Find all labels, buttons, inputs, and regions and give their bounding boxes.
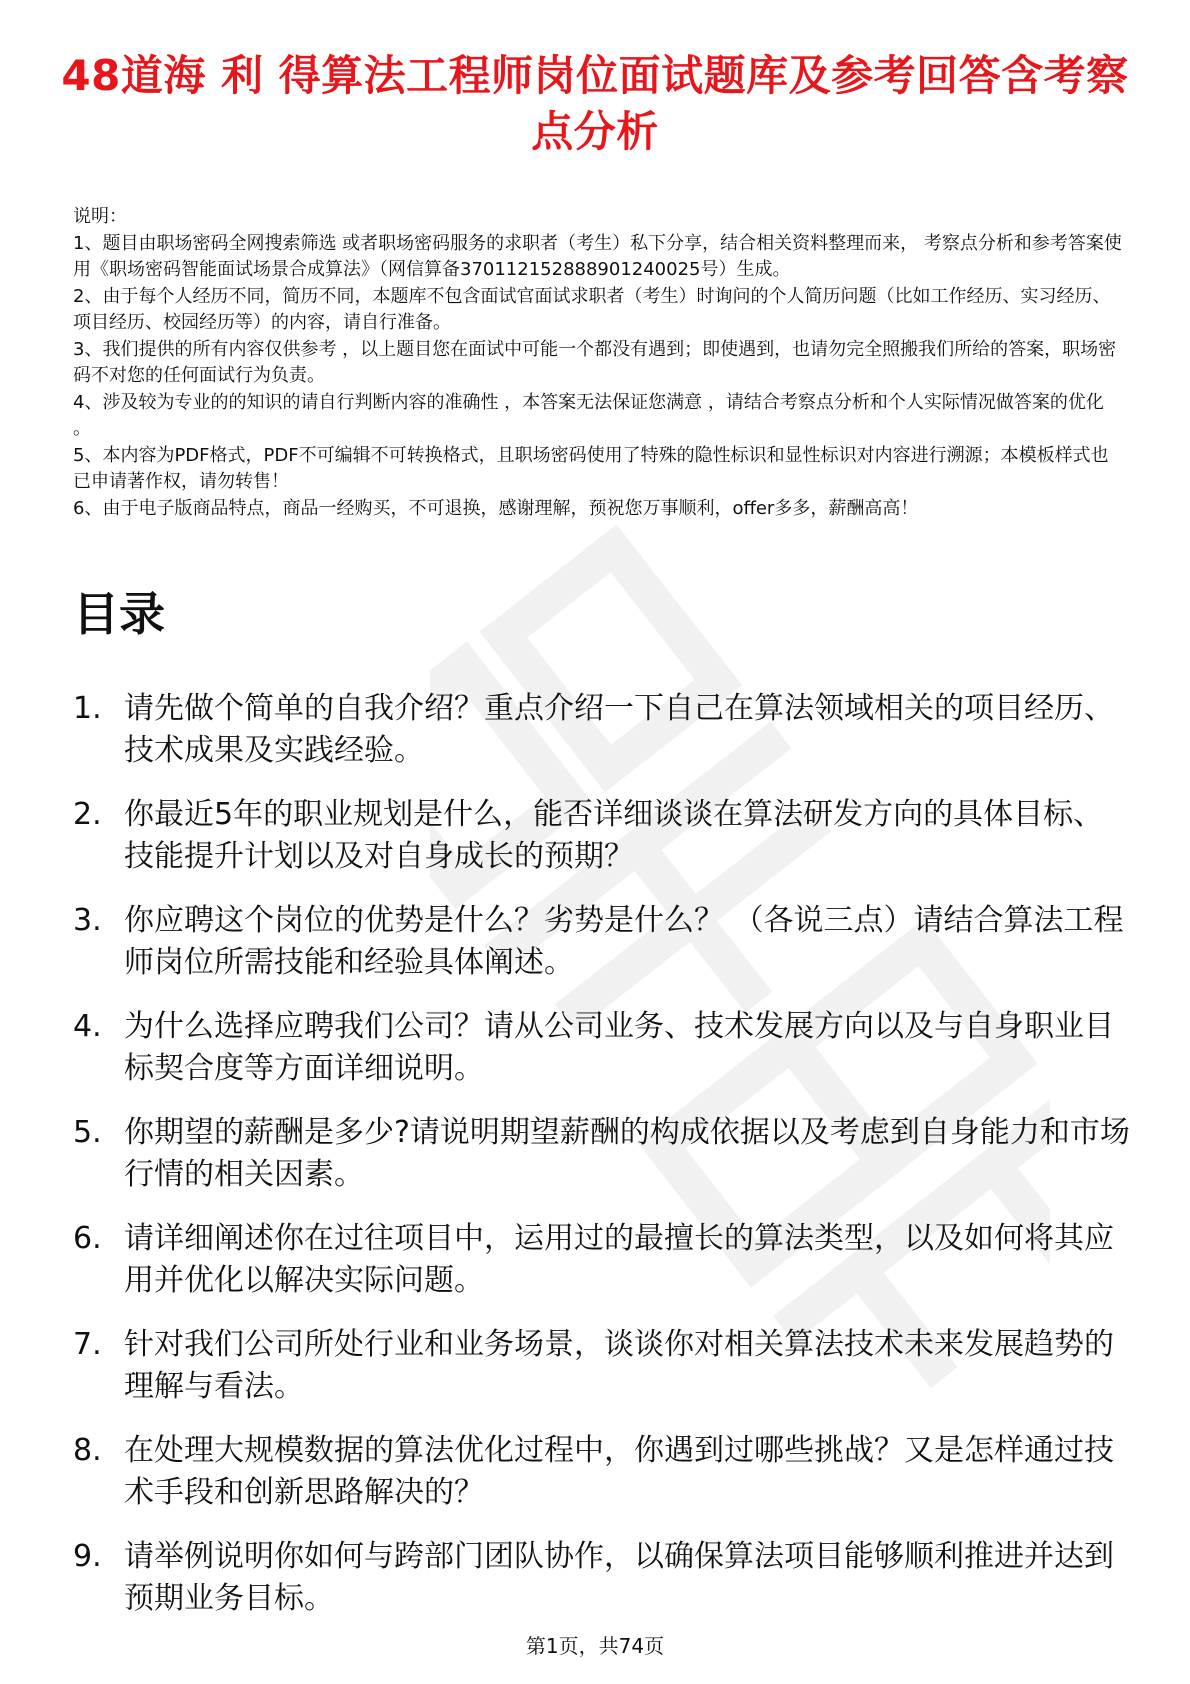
note-item: 4、涉及较为专业的的知识的请自行判断内容的准确性 ，本答案无法保证您满意 ，请结合考察点分析和个人实际情况做答案的优化 。 bbox=[73, 391, 1104, 439]
toc-item-number: 4. bbox=[73, 1009, 102, 1044]
toc-item[interactable] bbox=[73, 1536, 1133, 1620]
note-item: 3、我们提供的所有内容仅供参考 ，以上题目您在面试中可能一个都没有遇到；即使遇到，也请勿完全照搬我们所给的答案，职场密码不对您的任何面试行为负责。 bbox=[73, 338, 1117, 386]
toc-item-text: 为什么选择应聘我们公司？请从公司业务、技术发展方向以及与自身职业目标契合度等方面详细说明。 bbox=[124, 1009, 1114, 1086]
notes-section bbox=[73, 204, 1123, 522]
toc-item[interactable] bbox=[73, 1112, 1133, 1196]
toc-item-text: 在处理大规模数据的算法优化过程中，你遇到过哪些挑战？又是怎样通过技术手段和创新思路解决的？ bbox=[124, 1433, 1114, 1510]
toc-item[interactable] bbox=[73, 1006, 1133, 1090]
page-footer: 第1页，共74页 bbox=[525, 1634, 665, 1658]
note-item: 5、本内容为PDF格式，PDF不可编辑不可转换格式，且职场密码使用了特殊的隐性标识和显性标识对内容进行溯源；本模板样式也已申请著作权，请勿转售！ bbox=[73, 444, 1109, 492]
toc-item-number: 6. bbox=[73, 1221, 102, 1256]
toc-item-text: 你最近5年的职业规划是什么，能否详细谈谈在算法研发方向的具体目标、技能提升计划以及对自身成长的预期？ bbox=[124, 797, 1104, 874]
toc-item-text: 针对我们公司所处行业和业务场景，谈谈你对相关算法技术未来发展趋势的理解与看法。 bbox=[124, 1327, 1114, 1404]
toc-item[interactable] bbox=[73, 794, 1133, 878]
notes-heading: 说明： bbox=[73, 206, 127, 227]
toc-item-text: 请详细阐述你在过往项目中，运用过的最擅长的算法类型，以及如何将其应用并优化以解决实际问题。 bbox=[124, 1221, 1114, 1298]
toc-item-text: 请举例说明你如何与跨部门团队协作，以确保算法项目能够顺利推进并达到预期业务目标。 bbox=[124, 1539, 1114, 1616]
document-title: 48道海 利 得算法工程师岗位面试题库及参考回答含考察点分析 bbox=[61, 51, 1129, 156]
toc-item[interactable] bbox=[73, 688, 1133, 772]
note-item: 2、由于每个人经历不同，简历不同，本题库不包含面试官面试求职者（考生）时询问的个人简历问题（比如工作经历、实习经历、项目经历、校园经历等）的内容，请自行准备。 bbox=[73, 285, 1111, 333]
toc-item-text: 请先做个简单的自我介绍？重点介绍一下自己在算法领域相关的项目经历、技术成果及实践经验。 bbox=[124, 691, 1114, 768]
toc-item-number: 2. bbox=[73, 797, 102, 832]
note-item: 1、题目由职场密码全网搜索筛选 或者职场密码服务的求职者（考生）私下分享，结合相关资料整理而来， 考察点分析和参考答案使用《职场密码智能面试场景合成算法》（网信算备370112152888901240025号）生成。 bbox=[73, 232, 1122, 280]
toc-heading: 目录 bbox=[73, 587, 165, 641]
toc-item[interactable] bbox=[73, 900, 1133, 984]
toc-item-number: 7. bbox=[73, 1327, 102, 1362]
toc-item-text: 你应聘这个岗位的优势是什么？劣势是什么？ （各说三点）请结合算法工程师岗位所需技能和经验具体阐述。 bbox=[124, 903, 1124, 980]
note-item: 6、由于电子版商品特点，商品一经购买，不可退换，感谢理解，预祝您万事顺利，offer多多，薪酬高高！ bbox=[73, 497, 919, 519]
toc-item[interactable] bbox=[73, 1218, 1133, 1302]
toc-item-text: 你期望的薪酬是多少?请说明期望薪酬的构成依据以及考虑到自身能力和市场行情的相关因素。 bbox=[124, 1115, 1130, 1192]
toc-list bbox=[73, 688, 1133, 1642]
toc-item-number: 5. bbox=[73, 1115, 102, 1150]
toc-item[interactable] bbox=[73, 1430, 1133, 1514]
toc-item[interactable] bbox=[73, 1324, 1133, 1408]
toc-item-number: 9. bbox=[73, 1539, 102, 1574]
toc-item-number: 1. bbox=[73, 691, 102, 726]
toc-item-number: 3. bbox=[73, 903, 102, 938]
toc-item-number: 8. bbox=[73, 1433, 102, 1468]
